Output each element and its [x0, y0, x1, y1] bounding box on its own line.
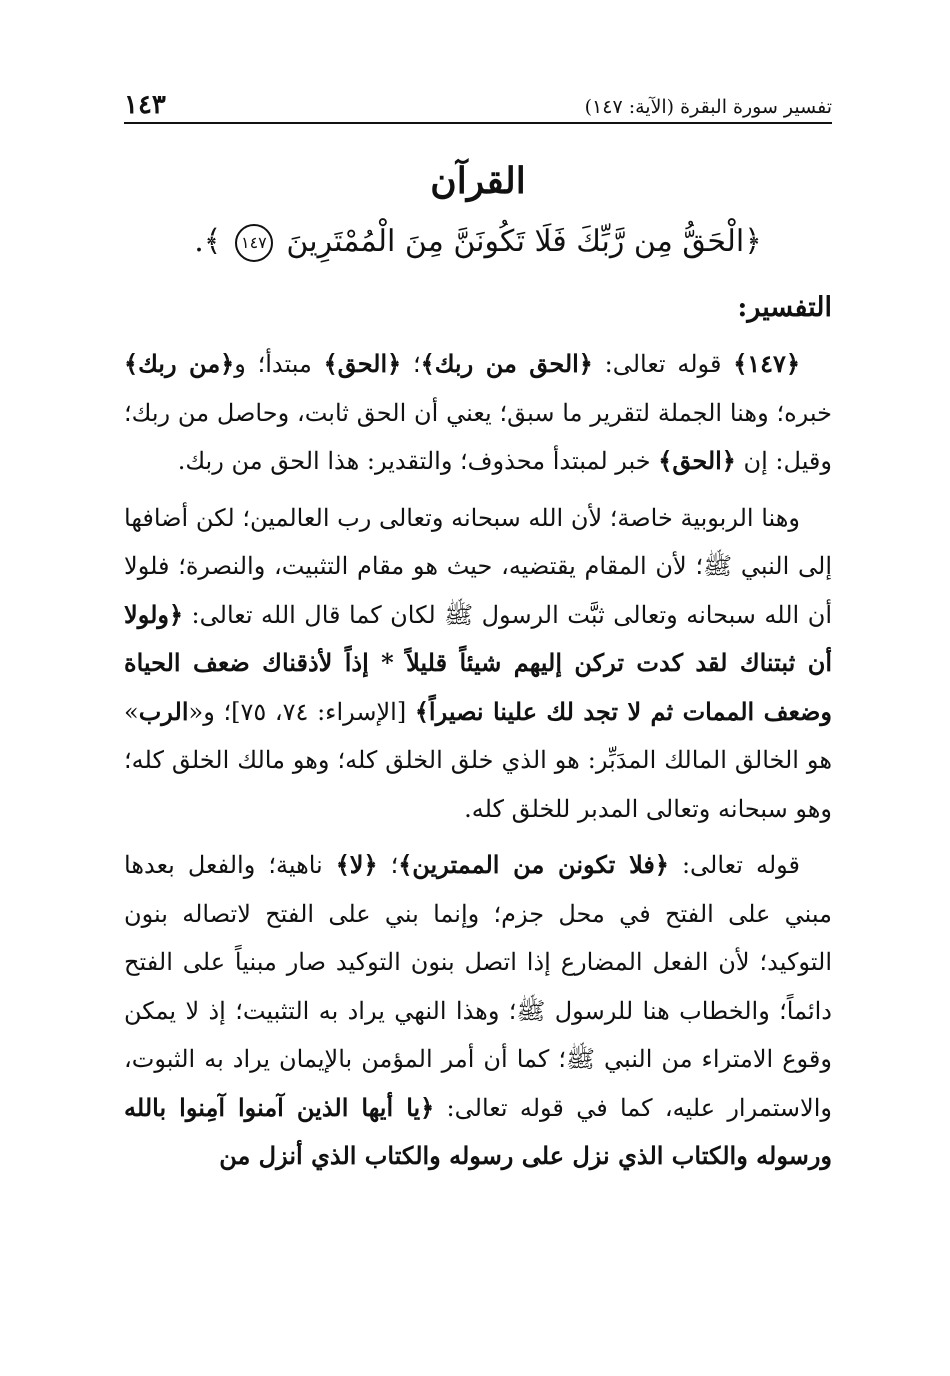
section-heading: التفسير:	[737, 292, 832, 323]
body-text: ؛	[401, 350, 421, 378]
body-text: ؛	[377, 851, 399, 879]
page-header	[124, 88, 832, 124]
body-text: قوله تعالى:	[668, 851, 800, 879]
quoted-text: ﴿الحق﴾	[658, 446, 736, 475]
quoted-text: ﴿من ربك﴾	[124, 349, 235, 378]
body-text: قوله تعالى:	[592, 350, 734, 378]
body-text: مبتدأ؛ و	[234, 350, 324, 378]
body-text: خبر لمبتدأ محذوف؛ والتقدير: هذا الحق من ربك.	[177, 447, 659, 475]
verse-text: ﴿الْحَقُّ مِن رَّبِّكَ فَلَا تَكُونَنَّ مِنَ الْمُمْتَرِينَ	[286, 224, 762, 259]
verse-closing: ﴾.	[194, 224, 222, 259]
running-title: تفسير سورة البقرة (الآية: ١٤٧)	[584, 96, 832, 118]
body-text: [الإسراء: ٧٤، ٧٥]؛ و«	[188, 697, 415, 726]
paragraph	[124, 841, 832, 1181]
quoted-text: ﴿الحق﴾	[323, 349, 402, 378]
quoted-text: ﴿يا أيها الذين آمنوا آمِنوا بالله ورسوله والكتاب الذي نزل على رسوله والكتاب الذي أنزل من	[124, 1092, 832, 1170]
quoted-text: ﴿ولولا أن ثبتناك لقد كدت تركن إليهم شيئاً قليلاً * إذاً لأذقناك ضعف الحياة وضعف الممات ثم لا تجد لك علينا نصيراً﴾	[124, 599, 833, 726]
quoted-text: ﴿لا﴾	[335, 850, 378, 879]
quoted-text: الرب	[138, 696, 189, 726]
body-text: ناهية؛ والفعل بعدها مبني على الفتح في محل جزم؛ وإنما بني على الفتح لاتصاله بنون التوكيد؛ لأن الفعل المضارع إذا اتصل بنون التوكيد صار مبنياً على الفتح دائماً؛ والخطاب هنا للرسول ﷺ؛ وهذا النهي يراد به التثبيت؛ إذ لا يمكن وقوع الامتراء من النبي ﷺ؛ كما أن أمر المؤمن بالإيمان يراد به الثبوت، والاستمرار عليه، كما في قوله تعالى:	[124, 851, 832, 1122]
quran-verse	[124, 218, 832, 266]
commentary-body	[124, 340, 832, 1189]
quoted-text: ﴿الحق من ربك﴾	[420, 349, 593, 378]
body-text: » هو الخالق المالك المدَبِّر: هو الذي خلق الخلق كله؛ وهو مالك الخلق كله؛ وهو سبحانه وتعالى المدبر للخلق كله.	[124, 697, 832, 823]
body-text: خبره؛ وهنا الجملة لتقرير ما سبق؛ يعني أن الحق ثابت، وحاصل من ربك؛ وقيل: إن	[124, 398, 832, 475]
quoted-text: ﴿١٤٧﴾	[733, 349, 800, 378]
paragraph	[124, 494, 832, 834]
page-number: ١٤٣	[124, 90, 166, 120]
paragraph	[124, 340, 832, 486]
quoted-text: ﴿فلا تكونن من الممترين﴾	[398, 850, 669, 879]
quran-heading: القرآن	[430, 160, 526, 202]
body-text: وهنا الربوبية خاصة؛ لأن الله سبحانه وتعالى رب العالمين؛ لكن أضافها إلى النبي ﷺ؛ لأن المقام يقتضيه، حيث هو مقام التثبيت، والنصرة؛ فلولا أن الله سبحانه وتعالى ثبَّت الرسول ﷺ لكان كما قال الله تعالى:	[124, 503, 832, 629]
ayah-number-badge: ١٤٧	[235, 224, 273, 262]
